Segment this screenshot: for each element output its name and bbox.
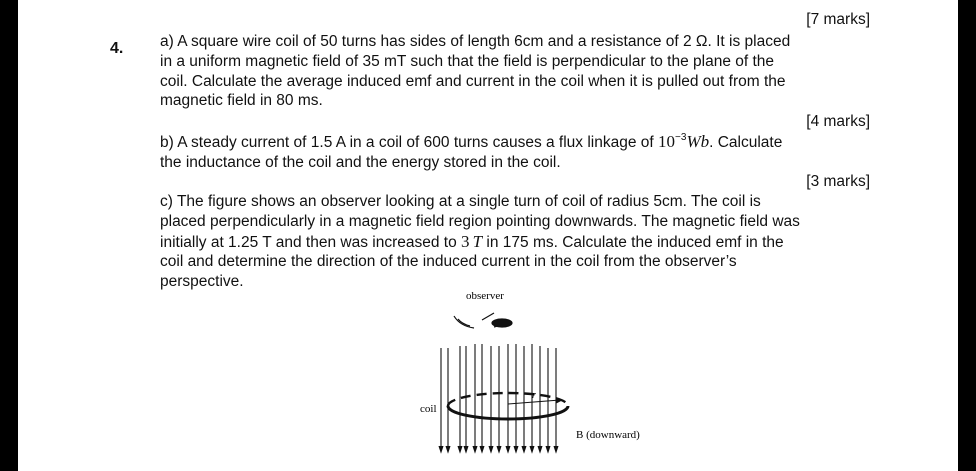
part-c-line: coil and determine the direction of the induced current in the coil from the observer’s <box>160 253 737 271</box>
part-a-line: magnetic field in 80 ms. <box>160 92 323 110</box>
observer-eye-icon <box>454 313 512 328</box>
question-number: 4. <box>110 40 124 57</box>
part-b-text <box>160 132 890 173</box>
radius-label: r <box>532 390 536 401</box>
part-c-line <box>160 232 890 253</box>
part-a-text <box>160 32 890 111</box>
final-field-unit: T <box>472 231 483 251</box>
part-c-line: perspective. <box>160 273 244 291</box>
coil-label: coil <box>420 403 437 415</box>
part-a-line: in a uniform magnetic field of 35 mT such that the field is perpendicular to the plane of the <box>160 52 775 70</box>
flux-unit: Wb <box>686 132 710 151</box>
part-c-text-end: in 175 ms. Calculate the induced emf in the <box>482 233 784 251</box>
part-b-text-start: b) A steady current of 1.5 A in a coil of 600 turns causes a flux linkage of <box>160 134 659 151</box>
part-c-text <box>160 192 890 292</box>
part-b-line: the inductance of the coil and the energy stored in the coil. <box>160 153 561 171</box>
observer-label: observer <box>466 290 504 302</box>
magnetic-field-lines <box>439 344 558 452</box>
part-c-line: c) The figure shows an observer looking at a single turn of coil of radius 5cm. The coil is <box>160 193 761 210</box>
part-a-line: a) A square wire coil of 50 turns has sides of length 6cm and a resistance of 2 Ω. It is placed <box>160 33 791 50</box>
part-c-marks: [3 marks] <box>806 173 870 190</box>
part-b-text-end: . Calculate <box>709 134 783 151</box>
question-page <box>18 0 958 471</box>
part-c-line: placed perpendicularly in a magnetic field region pointing downwards. The magnetic field was <box>160 212 800 230</box>
part-a-marks: [7 marks] <box>806 11 870 28</box>
final-field-value: 3 <box>461 231 470 251</box>
field-label: B (downward) <box>576 429 640 441</box>
part-b-line <box>160 132 890 153</box>
flux-power-exponent: −3 <box>675 131 687 143</box>
part-b-marks: [4 marks] <box>806 113 870 130</box>
coil-figure <box>398 286 658 466</box>
part-a-line: coil. Calculate the average induced emf and current in the coil when it is pulled out from the <box>160 72 786 90</box>
flux-power-base: 10 <box>658 132 676 151</box>
part-c-text-start: initially at 1.25 T and then was increased to <box>160 233 462 251</box>
